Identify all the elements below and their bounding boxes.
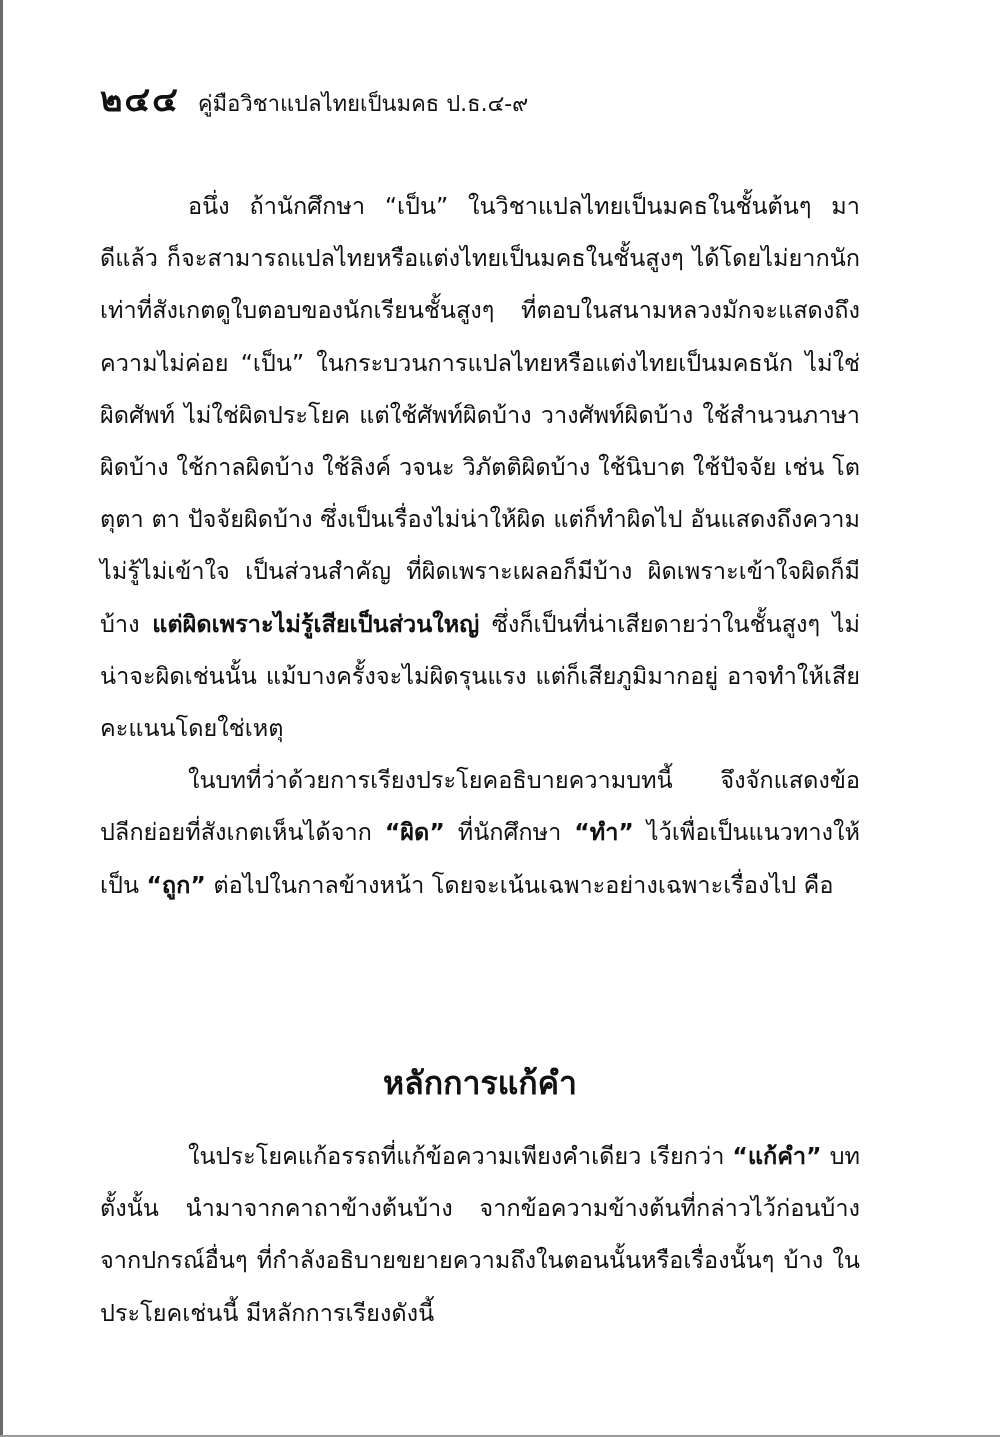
paragraph-2-text-4: ต่อไปในกาลข้างหน้า โดยจะเน้นเฉพาะอย่างเฉพาะเรื่องไป คือ <box>205 870 834 899</box>
body-text <box>100 180 860 911</box>
section-heading: หลักการแก้คำ <box>383 1064 577 1102</box>
section-body <box>100 1130 860 1339</box>
paragraph-2-text-3: ไว้เพื่อเป็นแนวทางให้เป็น <box>100 818 861 899</box>
paragraph-2-bold-right: “ถูก” <box>146 870 206 899</box>
section-paragraph-text-2: บทตั้งนั้น นำมาจากคาถาข้างต้นบ้าง จากข้อความข้างต้นที่กล่าวไว้ก่อนบ้าง จากปกรณ์อื่นๆ ที่กำลังอธิบายขยายความถึงในตอนนั้นหรือเรื่องนั้นๆ บ้าง ในประโยคเช่นนี้ มีหลักการเรียงดังนี้ <box>100 1142 860 1327</box>
paragraph-2 <box>100 754 860 911</box>
book-title: คู่มือวิชาแปลไทยเป็นมคธ ป.ธ.๔-๙ <box>197 92 529 117</box>
paragraph-1-text: อนึ่ง ถ้านักศึกษา “เป็น” ในวิชาแปลไทยเป็นมคธในชั้นต้นๆ มาดีแล้ว ก็จะสามารถแปลไทยหรือแต่งไทยเป็นมคธในชั้นสูงๆ ได้โดยไม่ยากนัก เท่าที่สังเกตดูใบตอบของนักเรียนชั้นสูงๆ ที่ตอบในสนามหลวงมักจะแสดงถึงความไม่ค่อย “เป็น” ในกระบวนการแปลไทยหรือแต่งไทยเป็นมคธนัก ไม่ใช่ผิดศัพท์ ไม่ใช่ผิดประโยค แต่ใช้ศัพท์ผิดบ้าง วางศัพท์ผิดบ้าง ใช้สำนวนภาษาผิดบ้าง ใช้กาลผิดบ้าง ใช้ลิงค์ วจนะ วิภัตติผิดบ้าง ใช้นิบาต ใช้ปัจจัย เช่น โต ตุตา ตา ปัจจัยผิดบ้าง ซึ่งเป็นเรื่องไม่น่าให้ผิด แต่ก็ทำผิดไป อันแสดงถึงความไม่รู้ไม่เข้าใจ เป็นส่วนสำคัญ ที่ผิดเพราะเผลอก็มีบ้าง ผิดเพราะเข้าใจผิดก็มีบ้าง <box>100 192 860 638</box>
section-paragraph-text: ในประโยคแก้อรรถที่แก้ข้อความเพียงคำเดียว เรียกว่า <box>188 1142 733 1170</box>
paragraph-2-bold-wrong: “ผิด” <box>384 818 445 847</box>
paragraph-1-text-2: ซึ่งก็เป็นที่น่าเสียดายว่าในชั้นสูงๆ ไม่น่าจะผิดเช่นนั้น แม้บางครั้งจะไม่ผิดรุนแรง แต่ก็เสียภูมิมากอยู่ อาจทำให้เสียคะแนนโดยใช่เหตุ <box>100 609 860 743</box>
running-header <box>100 72 900 128</box>
paragraph-2-text: ในบทที่ว่าด้วยการเรียงประโยคอธิบายความบทนี้ จึงจักแสดงข้อปลีกย่อยที่สังเกตเห็นได้จาก <box>100 766 860 847</box>
paragraph-1-bold: แต่ผิดเพราะไม่รู้เสียเป็นส่วนใหญ่ <box>152 609 480 638</box>
paragraph-2-text-2: ที่นักศึกษา <box>444 818 575 847</box>
page-number: ๒๔๔ <box>100 80 180 120</box>
page-left-edge <box>0 0 3 1437</box>
paragraph-1 <box>100 180 860 754</box>
paragraph-2-bold-do: “ทำ” <box>574 818 634 847</box>
section-paragraph <box>100 1130 860 1339</box>
section-paragraph-bold: “แก้คำ” <box>732 1142 822 1170</box>
